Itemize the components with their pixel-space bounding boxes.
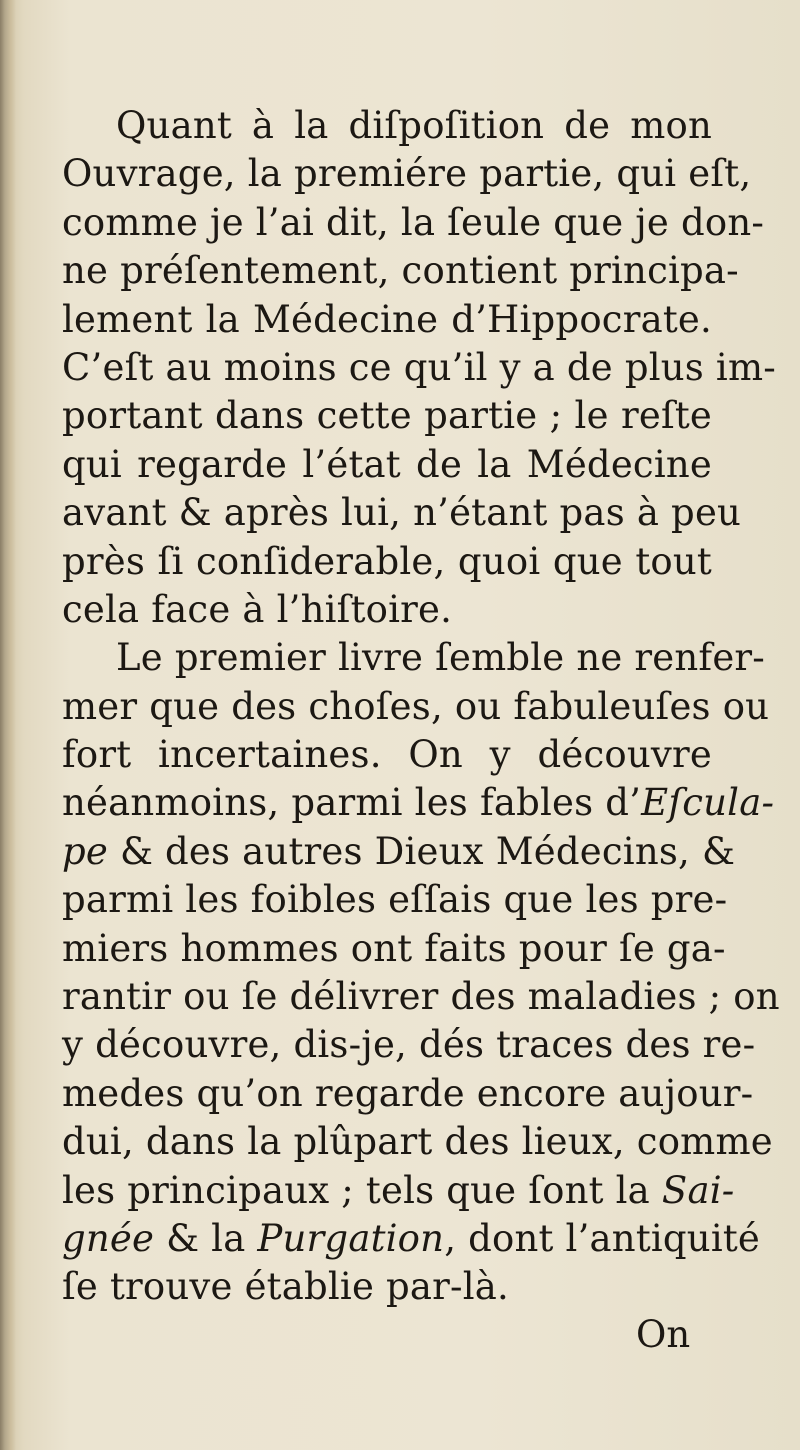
- text-line: fort incertaines. On y découvre: [62, 733, 712, 777]
- text-line: ſe trouve établie par-là.: [62, 1265, 509, 1309]
- text-line: portant dans cette partie ; le reſte: [62, 394, 712, 438]
- text-line: miers hommes ont faits pour ſe ga-: [62, 926, 726, 970]
- text-line: dui, dans la plûpart des lieux, comme: [62, 1120, 773, 1164]
- text-line: medes qu’on regarde encore aujour-: [62, 1071, 754, 1115]
- text-line: [62, 1215, 761, 1263]
- text-segment: , dont l’antiquité: [444, 1216, 761, 1260]
- italic-name: Eſcula-: [641, 781, 775, 825]
- text-segment: néanmoins, parmi les fables d’: [62, 781, 642, 825]
- page-text: [62, 102, 780, 1312]
- text-line: [62, 779, 775, 827]
- text-line: avant & après lui, n’étant pas à peu: [62, 491, 742, 535]
- text-line: C’eſt au moins ce qu’il y a de plus im-: [62, 345, 776, 389]
- text-line: ne préſentement, contient principa-: [62, 249, 739, 293]
- text-line: près ſi conſiderable, quoi que tout: [62, 539, 712, 583]
- italic-name: pe: [62, 829, 108, 873]
- text-line: rantir ou ſe délivrer des maladies ; on: [62, 975, 780, 1019]
- text-segment: & la: [154, 1216, 258, 1260]
- italic-term: Purgation: [257, 1216, 445, 1260]
- text-line: parmi les foibles eſſais que les pre-: [62, 878, 728, 922]
- text-segment: & des autres Dieux Médecins, &: [107, 829, 736, 873]
- text-line: comme je l’ai dit, la ſeule que je don-: [62, 200, 765, 244]
- text-line: mer que des choſes, ou fabuleuſes ou: [62, 684, 770, 728]
- text-line: Quant à la diſpoſition de mon: [116, 104, 712, 147]
- text-line: qui regarde l’état de la Médecine: [62, 442, 712, 486]
- page-gutter: [0, 0, 16, 1450]
- text-line: [62, 828, 736, 876]
- text-segment: les principaux ; tels que ſont la: [62, 1168, 662, 1212]
- text-line: y découvre, dis-je, dés traces des re-: [62, 1023, 756, 1067]
- text-line: lement la Médecine d’Hippocrate.: [62, 297, 712, 341]
- text-line: cela face à l’hiſtoire.: [62, 587, 453, 631]
- italic-term: Sai-: [661, 1168, 735, 1212]
- text-line: Le premier livre ſemble ne renfer-: [116, 636, 766, 680]
- italic-term: gnée: [62, 1216, 155, 1260]
- text-line: Ouvrage, la premiére partie, qui eſt,: [62, 152, 752, 196]
- text-line: [62, 1167, 735, 1215]
- catchword: On: [636, 1313, 691, 1356]
